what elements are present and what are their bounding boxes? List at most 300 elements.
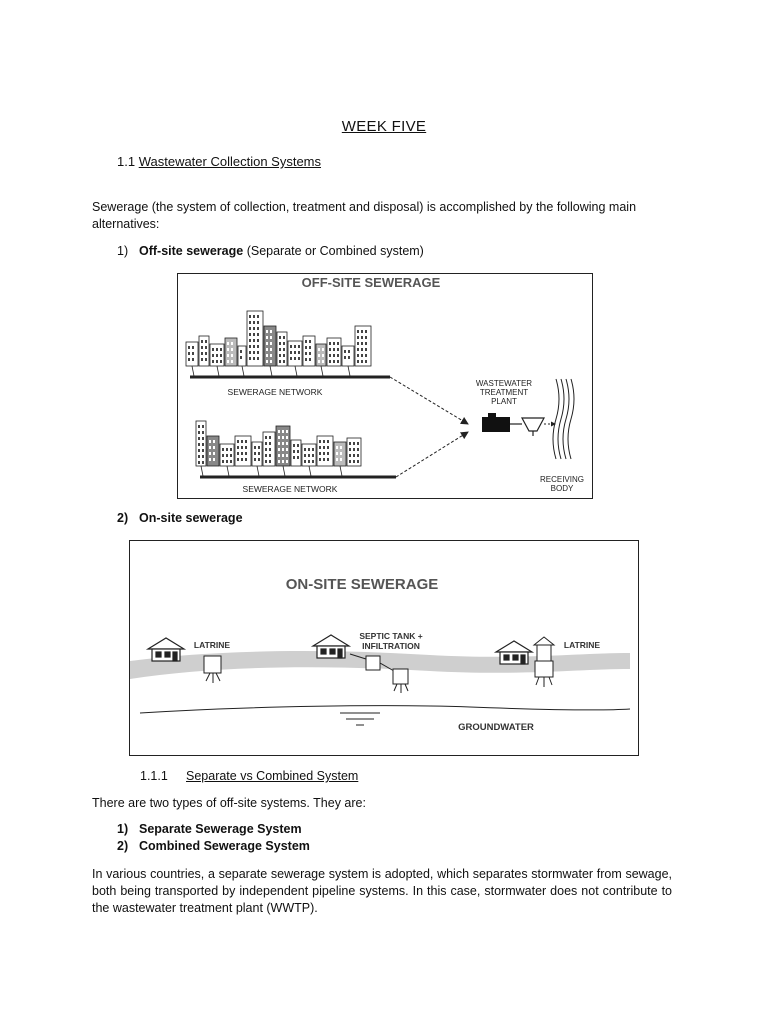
building-window xyxy=(329,360,331,363)
building-window xyxy=(209,452,211,455)
building-window xyxy=(298,345,300,348)
drain-arrow xyxy=(321,366,323,376)
latrine-pit-left xyxy=(204,656,221,683)
building-window xyxy=(344,350,346,353)
building-window xyxy=(230,460,232,463)
building-window xyxy=(282,448,284,451)
drain-arrow xyxy=(270,366,272,376)
building-window xyxy=(365,354,367,357)
closing-paragraph: In various countries, a separate sewerage system is adopted, which separates stormwater from sewage, both being transported by independent pipeline systems. In this case, stormwater does not contribute to the wastewater treatment plant (WWTP). xyxy=(92,867,672,915)
building-window xyxy=(293,450,295,453)
building-window xyxy=(290,357,292,360)
building-window xyxy=(286,430,288,433)
building-window xyxy=(357,442,359,445)
building-window xyxy=(265,442,267,445)
drain-arrow xyxy=(309,466,311,476)
building-window xyxy=(266,342,268,345)
building-window xyxy=(222,460,224,463)
building-window xyxy=(270,360,272,363)
building-window xyxy=(245,440,247,443)
building-window xyxy=(365,342,367,345)
building-window xyxy=(188,352,190,355)
city-skyline-top xyxy=(186,311,371,376)
building-window xyxy=(209,446,211,449)
building-window xyxy=(241,452,243,455)
building-window xyxy=(337,348,339,351)
building-window xyxy=(241,458,243,461)
building-window xyxy=(327,452,329,455)
building-window xyxy=(336,458,338,461)
building-window xyxy=(329,348,331,351)
building-window xyxy=(319,446,321,449)
building-window xyxy=(205,340,207,343)
building-window xyxy=(237,446,239,449)
building-window xyxy=(279,360,281,363)
building-window xyxy=(209,440,211,443)
building-window xyxy=(294,357,296,360)
building-window xyxy=(357,448,359,451)
building-window xyxy=(202,437,204,440)
building-window xyxy=(254,452,256,455)
building-window xyxy=(286,442,288,445)
alternative-1 xyxy=(117,244,424,258)
treatment-plant-icon xyxy=(482,413,555,436)
building-window xyxy=(231,348,233,351)
building-window xyxy=(365,336,367,339)
building-window xyxy=(249,339,251,342)
alternative-1-rest: (Separate or Combined system) xyxy=(243,244,424,258)
house-icon-middle xyxy=(313,635,349,658)
drain-arrow xyxy=(217,366,219,376)
building-window xyxy=(202,443,204,446)
building-window xyxy=(266,348,268,351)
building-window xyxy=(270,336,272,339)
building-window xyxy=(349,454,351,457)
building-window xyxy=(365,348,367,351)
building-window xyxy=(297,450,299,453)
building-window xyxy=(213,458,215,461)
alternative-2 xyxy=(117,511,243,525)
building-window xyxy=(278,454,280,457)
building-window xyxy=(226,454,228,457)
building-window xyxy=(212,360,214,363)
building-window xyxy=(286,448,288,451)
building-window xyxy=(304,448,306,451)
receiving-label-line2: BODY xyxy=(550,484,574,493)
building-window xyxy=(279,348,281,351)
building-window xyxy=(309,352,311,355)
building-window xyxy=(298,357,300,360)
building xyxy=(277,332,287,366)
building-window xyxy=(241,440,243,443)
building-window xyxy=(357,336,359,339)
building-window xyxy=(269,442,271,445)
building-window xyxy=(198,455,200,458)
city-skyline-bottom xyxy=(196,421,361,476)
building-window xyxy=(322,348,324,351)
building-window xyxy=(202,449,204,452)
building-window xyxy=(361,348,363,351)
building-window xyxy=(192,358,194,361)
building-window xyxy=(220,348,222,351)
building-window xyxy=(333,348,335,351)
building-window xyxy=(258,452,260,455)
building-window xyxy=(269,448,271,451)
drain-arrow xyxy=(295,366,297,376)
building-window xyxy=(336,446,338,449)
house-icon-left xyxy=(148,638,184,661)
building-window xyxy=(312,454,314,457)
offsite-heading: OFF-SITE SEWERAGE xyxy=(301,275,441,290)
drain-arrow xyxy=(257,466,259,476)
building-window xyxy=(237,452,239,455)
building-window xyxy=(270,342,272,345)
building-window xyxy=(269,454,271,457)
building-window xyxy=(282,436,284,439)
building-window xyxy=(344,356,346,359)
building-window xyxy=(340,452,342,455)
building-window xyxy=(257,357,259,360)
building-window xyxy=(312,448,314,451)
building-window xyxy=(361,342,363,345)
building-window xyxy=(253,351,255,354)
building-window xyxy=(266,336,268,339)
building-window xyxy=(270,354,272,357)
building-window xyxy=(230,454,232,457)
building-window xyxy=(269,436,271,439)
building-window xyxy=(227,348,229,351)
building-window xyxy=(216,348,218,351)
type-1-label: Separate Sewerage System xyxy=(139,822,302,836)
building-window xyxy=(202,431,204,434)
building-window xyxy=(309,346,311,349)
building-window xyxy=(353,442,355,445)
building-window xyxy=(253,339,255,342)
building-window xyxy=(293,444,295,447)
building-window xyxy=(278,442,280,445)
alternative-1-number: 1) xyxy=(117,244,129,258)
intro-paragraph: Sewerage (the system of collection, treatment and disposal) is accomplished by the following main alternatives: xyxy=(92,200,637,231)
building-window xyxy=(318,354,320,357)
building-window xyxy=(297,456,299,459)
building-window xyxy=(270,330,272,333)
building-window xyxy=(245,446,247,449)
building-window xyxy=(340,458,342,461)
building-window xyxy=(290,345,292,348)
building-window xyxy=(202,425,204,428)
building-window xyxy=(305,352,307,355)
page-title: WEEK FIVE xyxy=(341,118,427,135)
building-window xyxy=(257,339,259,342)
building-window xyxy=(304,460,306,463)
building-window xyxy=(283,348,285,351)
subsection-number: 1.1.1 xyxy=(140,769,168,783)
building-window xyxy=(192,346,194,349)
building-window xyxy=(220,360,222,363)
groundwater-line xyxy=(140,706,630,713)
type-2-number: 2) xyxy=(117,839,129,853)
building-window xyxy=(265,436,267,439)
building-window xyxy=(257,351,259,354)
building-window xyxy=(357,330,359,333)
building-window xyxy=(349,442,351,445)
building-window xyxy=(222,448,224,451)
building-window xyxy=(198,443,200,446)
septic-label-line1: SEPTIC TANK + xyxy=(359,631,423,641)
building-window xyxy=(240,350,242,353)
building-window xyxy=(283,354,285,357)
building-window xyxy=(337,354,339,357)
building-window xyxy=(254,446,256,449)
building-window xyxy=(319,458,321,461)
building-window xyxy=(227,354,229,357)
building-window xyxy=(286,436,288,439)
building-window xyxy=(361,360,363,363)
building-window xyxy=(353,460,355,463)
building-window xyxy=(322,354,324,357)
building-window xyxy=(192,352,194,355)
septic-label-line2: INFILTRATION xyxy=(362,641,420,651)
building-window xyxy=(365,330,367,333)
building-window xyxy=(265,448,267,451)
drain-arrow xyxy=(227,466,229,476)
building-window xyxy=(279,354,281,357)
building-window xyxy=(257,327,259,330)
building-window xyxy=(254,458,256,461)
section-heading xyxy=(117,154,321,169)
building-window xyxy=(205,346,207,349)
building-window xyxy=(216,354,218,357)
building-window xyxy=(241,446,243,449)
building-window xyxy=(213,446,215,449)
building-window xyxy=(319,452,321,455)
building-window xyxy=(201,340,203,343)
building-window xyxy=(188,346,190,349)
building-window xyxy=(253,315,255,318)
building-window xyxy=(209,458,211,461)
plant-label-line2: TREATMENT xyxy=(479,388,529,397)
building-window xyxy=(357,360,359,363)
building-window xyxy=(226,448,228,451)
building-window xyxy=(279,336,281,339)
building-window xyxy=(278,436,280,439)
building-window xyxy=(298,351,300,354)
type-2-label: Combined Sewerage System xyxy=(139,839,310,853)
type-item-2 xyxy=(117,839,310,853)
building-window xyxy=(249,357,251,360)
building-window xyxy=(216,360,218,363)
building-window xyxy=(333,342,335,345)
building-window xyxy=(258,458,260,461)
building-window xyxy=(323,446,325,449)
building-window xyxy=(323,440,325,443)
building-window xyxy=(294,351,296,354)
drain-arrow xyxy=(283,466,285,476)
building-window xyxy=(357,348,359,351)
building-window xyxy=(283,336,285,339)
alternative-2-bold: On-site sewerage xyxy=(139,511,243,525)
building-window xyxy=(304,454,306,457)
building-window xyxy=(348,356,350,359)
building-window xyxy=(365,360,367,363)
building-window xyxy=(249,315,251,318)
flow-arrow-bottom xyxy=(396,432,468,477)
building-window xyxy=(257,315,259,318)
building-window xyxy=(329,342,331,345)
drain-arrow xyxy=(348,366,350,376)
building-window xyxy=(249,327,251,330)
types-intro: There are two types of off-site systems. They are: xyxy=(92,796,366,810)
building-window xyxy=(249,321,251,324)
building-window xyxy=(257,321,259,324)
building-window xyxy=(286,460,288,463)
building-window xyxy=(257,333,259,336)
building-window xyxy=(231,354,233,357)
subsection-title: Separate vs Combined System xyxy=(186,769,359,783)
building xyxy=(199,336,209,366)
building-window xyxy=(213,452,215,455)
plant-label-line3: PLANT xyxy=(491,397,517,406)
building-window xyxy=(333,354,335,357)
building-window xyxy=(294,345,296,348)
building-window xyxy=(305,340,307,343)
building-window xyxy=(327,446,329,449)
building-window xyxy=(249,333,251,336)
water-table-symbol xyxy=(340,713,380,725)
building-window xyxy=(231,342,233,345)
offsite-sewerage-diagram xyxy=(178,274,592,498)
building-window xyxy=(286,454,288,457)
onsite-sewerage-figure xyxy=(129,540,639,756)
building xyxy=(252,442,262,466)
building-window xyxy=(308,454,310,457)
building-window xyxy=(198,461,200,464)
building-window xyxy=(308,460,310,463)
building-window xyxy=(258,446,260,449)
onsite-heading: ON-SITE SEWERAGE xyxy=(285,576,439,593)
building-window xyxy=(198,425,200,428)
section-title: Wastewater Collection Systems xyxy=(138,154,322,169)
building-window xyxy=(198,449,200,452)
offsite-sewerage-figure xyxy=(177,273,593,499)
drain-arrow xyxy=(192,366,194,376)
building-window xyxy=(357,454,359,457)
building-window xyxy=(278,430,280,433)
building-window xyxy=(201,358,203,361)
building-window xyxy=(205,358,207,361)
building-window xyxy=(253,327,255,330)
building-window xyxy=(266,354,268,357)
building-window xyxy=(237,458,239,461)
building-window xyxy=(353,448,355,451)
building-window xyxy=(213,440,215,443)
receiving-label-line1: RECEIVING xyxy=(539,475,585,484)
building-window xyxy=(319,440,321,443)
building-window xyxy=(337,360,339,363)
building-window xyxy=(283,360,285,363)
building-window xyxy=(230,448,232,451)
building xyxy=(291,440,301,466)
building-window xyxy=(222,454,224,457)
building-window xyxy=(253,333,255,336)
building-window xyxy=(278,448,280,451)
building-window xyxy=(361,354,363,357)
building-window xyxy=(322,360,324,363)
building-window xyxy=(282,430,284,433)
building-window xyxy=(357,354,359,357)
latrine-label-right: LATRINE xyxy=(563,640,601,650)
flow-arrow-top xyxy=(390,377,468,424)
building xyxy=(316,344,326,366)
building-window xyxy=(282,454,284,457)
alternative-2-number: 2) xyxy=(117,511,129,525)
latrine-label-left: LATRINE xyxy=(193,640,231,650)
building-window xyxy=(227,360,229,363)
building-window xyxy=(237,440,239,443)
building-window xyxy=(269,460,271,463)
building-window xyxy=(270,348,272,351)
building-window xyxy=(266,360,268,363)
building-window xyxy=(201,352,203,355)
building-window xyxy=(231,360,233,363)
building-window xyxy=(265,454,267,457)
building-window xyxy=(309,340,311,343)
building-window xyxy=(349,448,351,451)
building-window xyxy=(253,321,255,324)
building-window xyxy=(257,345,259,348)
building-window xyxy=(227,342,229,345)
type-1-number: 1) xyxy=(117,822,129,836)
building-window xyxy=(198,431,200,434)
building-window xyxy=(323,458,325,461)
building-window xyxy=(293,456,295,459)
building-window xyxy=(253,345,255,348)
building-window xyxy=(202,455,204,458)
building-window xyxy=(205,352,207,355)
building-window xyxy=(245,452,247,455)
house-icon-right xyxy=(496,641,532,664)
building-window xyxy=(357,342,359,345)
building-window xyxy=(312,460,314,463)
building-window xyxy=(290,351,292,354)
subsection-heading xyxy=(140,769,358,783)
building-window xyxy=(266,330,268,333)
building-window xyxy=(220,354,222,357)
type-item-1 xyxy=(117,822,302,836)
network-label-top: SEWERAGE NETWORK xyxy=(227,387,323,397)
building-window xyxy=(308,448,310,451)
building-window xyxy=(249,351,251,354)
building-window xyxy=(240,356,242,359)
building-window xyxy=(297,444,299,447)
building-window xyxy=(327,440,329,443)
building-window xyxy=(253,357,255,360)
alternative-1-bold: Off-site sewerage xyxy=(139,244,244,258)
onsite-sewerage-diagram xyxy=(130,541,638,755)
building-window xyxy=(361,336,363,339)
building xyxy=(196,421,206,466)
building-window xyxy=(305,358,307,361)
building-window xyxy=(349,460,351,463)
building-window xyxy=(265,460,267,463)
building-window xyxy=(249,345,251,348)
building-window xyxy=(318,348,320,351)
plant-label-line1: WASTEWATER xyxy=(475,379,533,388)
latrine-structure-right xyxy=(534,637,554,687)
building-window xyxy=(329,354,331,357)
building-window xyxy=(357,460,359,463)
building-window xyxy=(226,460,228,463)
